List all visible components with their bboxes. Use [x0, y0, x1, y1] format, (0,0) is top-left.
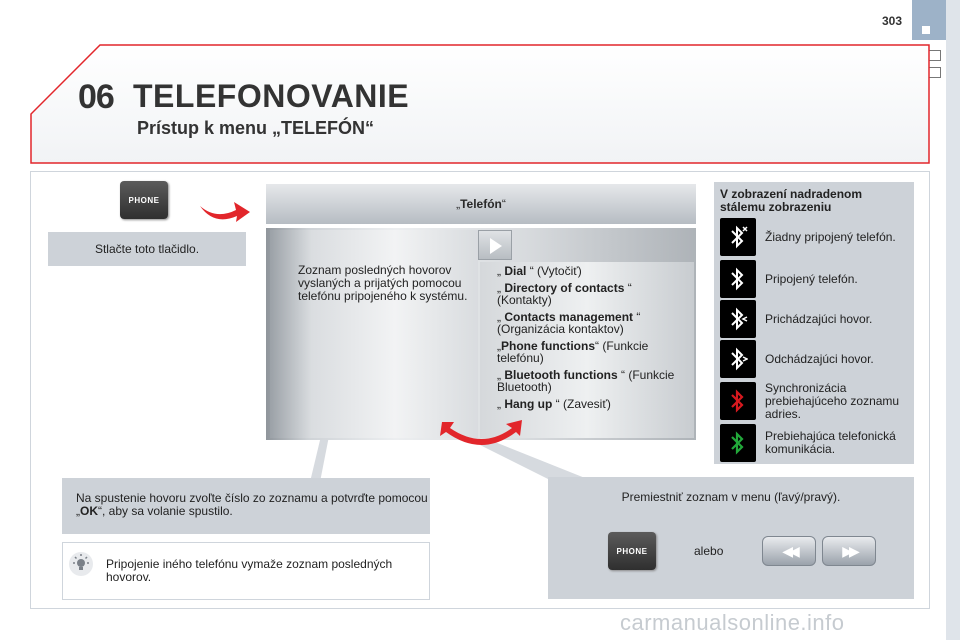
bluetooth-state-row: [720, 340, 914, 378]
bluetooth-state-row: [720, 260, 914, 298]
page-title: TELEFONOVANIE: [133, 78, 410, 114]
bluetooth-state-label: Žiadny pripojený telefón.: [765, 229, 896, 244]
rewind-icon: ◀◀: [782, 542, 796, 559]
menu-item-hang-up[interactable]: „ Hang up “ (Zavesiť): [497, 396, 611, 411]
phone-button-label: PHONE: [616, 546, 648, 556]
phone-button[interactable]: [608, 532, 656, 570]
bluetooth-panel-title: V zobrazení nadradenom stálemu zobrazeniu: [720, 187, 863, 214]
bluetooth-state-row: [720, 300, 914, 338]
bluetooth-connected-icon: [720, 260, 756, 298]
phone-menu-list: [497, 265, 689, 414]
bluetooth-no-phone-icon: [720, 218, 756, 256]
bluetooth-state-label: Synchronizácia prebiehajúceho zoznamu adries.: [765, 380, 900, 421]
page-corner-tab: [912, 0, 946, 40]
bluetooth-incoming-icon: [720, 300, 756, 338]
seek-back-button[interactable]: [762, 536, 816, 566]
bluetooth-state-label: Prebiehajúca telefonická komunikácia.: [765, 429, 896, 456]
swap-arrows-icon: [436, 416, 528, 458]
screen-header: [266, 184, 696, 224]
screen-play-button[interactable]: [478, 230, 512, 260]
menu-item-contacts-management[interactable]: „ Contacts management “ (Organizácia kontaktov): [497, 309, 641, 336]
call-instruction: Na spustenie hovoru zvoľte číslo zo zoznamu a potvrďte pomocou „OK“, aby sa volanie spustilo.: [62, 478, 430, 534]
recents-list-description: Zoznam posledných hovorov vyslaných a prijatých pomocou telefónu pripojeného k systému.: [298, 263, 468, 303]
bluetooth-state-label: Odchádzajúci hovor.: [765, 351, 874, 366]
page-number: 303: [881, 14, 902, 28]
bluetooth-state-row: [720, 424, 914, 462]
phone-button[interactable]: [120, 181, 168, 219]
menu-item-bluetooth-functions[interactable]: „ Bluetooth functions “ (Funkcie Bluetooth): [497, 367, 675, 394]
side-strip: [946, 0, 960, 640]
menu-item-dial[interactable]: „ Dial “ (Vytočiť): [497, 264, 582, 278]
chapter-number: 06: [78, 78, 114, 116]
bluetooth-outgoing-icon: [720, 340, 756, 378]
red-arrow-icon: [196, 190, 252, 224]
press-instruction: [48, 232, 246, 266]
bluetooth-state-row: [720, 382, 914, 420]
bluetooth-state-label: Pripojený telefón.: [765, 271, 858, 286]
bluetooth-state-row: [720, 218, 914, 256]
screen-header-title: „Telefón“: [456, 197, 506, 211]
note-text: Pripojenie iného telefónu vymaže zoznam posledných hovorov.: [106, 557, 393, 584]
move-list-text: Premiestniť zoznam v menu (ľavý/pravý).: [621, 490, 841, 504]
screen-recents-pane: [270, 230, 478, 438]
bluetooth-state-label: Prichádzajúci hovor.: [765, 311, 873, 326]
page-subtitle: Prístup k menu „TELEFÓN“: [137, 118, 375, 138]
info-bulb-icon: [68, 551, 94, 577]
menu-item-directory[interactable]: „ Directory of contacts “ (Kontakty): [497, 280, 632, 307]
press-instruction-text: Stlačte toto tlačidlo.: [94, 241, 200, 256]
menu-item-phone-functions[interactable]: „Phone functions“ (Funkcie telefónu): [497, 338, 649, 365]
phone-button-label: PHONE: [128, 195, 160, 205]
bluetooth-sync-icon: [720, 382, 756, 420]
watermark: carmanualsonline.info: [620, 610, 845, 635]
bluetooth-call-active-icon: [720, 424, 756, 462]
fast-forward-icon: ▶▶: [842, 542, 856, 559]
seek-forward-button[interactable]: [822, 536, 876, 566]
or-label: alebo: [694, 544, 724, 558]
